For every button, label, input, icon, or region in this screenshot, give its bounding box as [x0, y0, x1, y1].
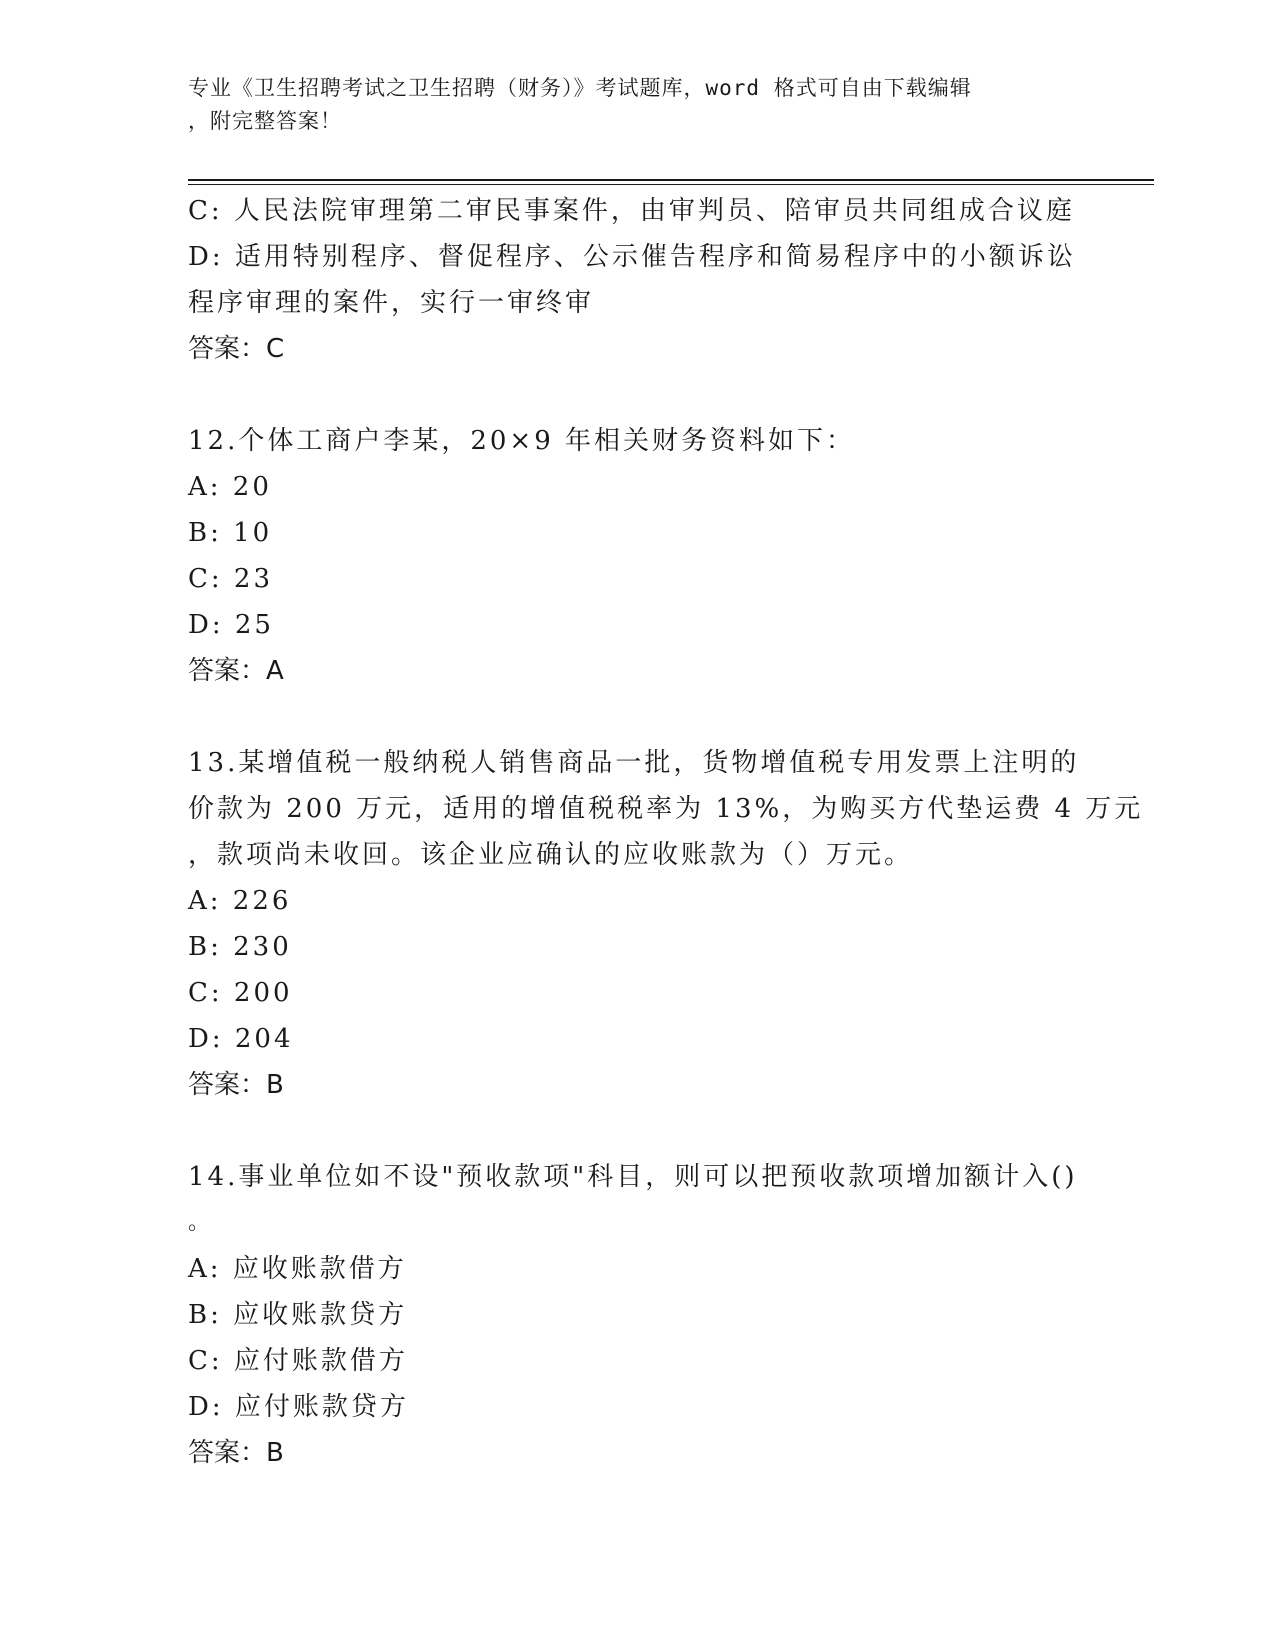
question-stem: 12.个体工商户李某，20×9 年相关财务资料如下： [188, 426, 856, 456]
question-stem: 14.事业单位如不设"预收款项"科目，则可以把预收款项增加额计入() [188, 1162, 1078, 1192]
option-b: B: 230 [188, 932, 292, 962]
answer: 答案：A [188, 656, 284, 686]
option-c: C: 应付账款借方 [188, 1346, 408, 1376]
option-d: D: 204 [188, 1024, 294, 1054]
option-c: C: 人民法院审理第二审民事案件，由审判员、陪审员共同组成合议庭 [188, 196, 1075, 226]
option-d: D: 应付账款贷方 [188, 1392, 409, 1422]
option-d: D: 25 [188, 610, 274, 640]
answer: 答案：B [188, 1438, 284, 1468]
option-b: B: 应收账款贷方 [188, 1300, 408, 1330]
option-a: A: 应收账款借方 [188, 1254, 407, 1284]
option-a: A: 20 [188, 472, 272, 502]
question-12 [188, 418, 1088, 694]
question-stem-cont: 。 [188, 1210, 214, 1235]
header-rule-thick [188, 179, 1154, 181]
question-14 [188, 1154, 1088, 1476]
question-stem: 13.某增值税一般纳税人销售商品一批，货物增值税专用发票上注明的 [188, 748, 1080, 778]
question-11-tail [188, 188, 1088, 372]
question-13 [188, 740, 1144, 1108]
question-list [188, 188, 1144, 1476]
option-a: A: 226 [188, 886, 292, 916]
option-c: C: 23 [188, 564, 274, 594]
answer: 答案：C [188, 334, 285, 364]
option-d-cont: 程序审理的案件，实行一审终审 [188, 288, 595, 318]
question-stem-cont: 价款为 200 万元，适用的增值税税率为 13%，为购买方代垫运费 4 万元 [188, 794, 1144, 824]
question-stem-cont: ，款项尚未收回。该企业应确认的应收账款为（）万元。 [188, 840, 914, 870]
option-d: D: 适用特别程序、督促程序、公示催告程序和简易程序中的小额诉讼 [188, 242, 1076, 272]
answer: 答案：B [188, 1070, 284, 1100]
option-b: B: 10 [188, 518, 273, 548]
option-c: C: 200 [188, 978, 293, 1008]
header-line-1: 专业《卫生招聘考试之卫生招聘（财务）》考试题库，word 格式可自由下载编辑 [188, 76, 972, 100]
document-header [188, 72, 1068, 138]
header-rule-thin [188, 184, 1154, 185]
header-line-2: ，附完整答案！ [188, 109, 342, 133]
